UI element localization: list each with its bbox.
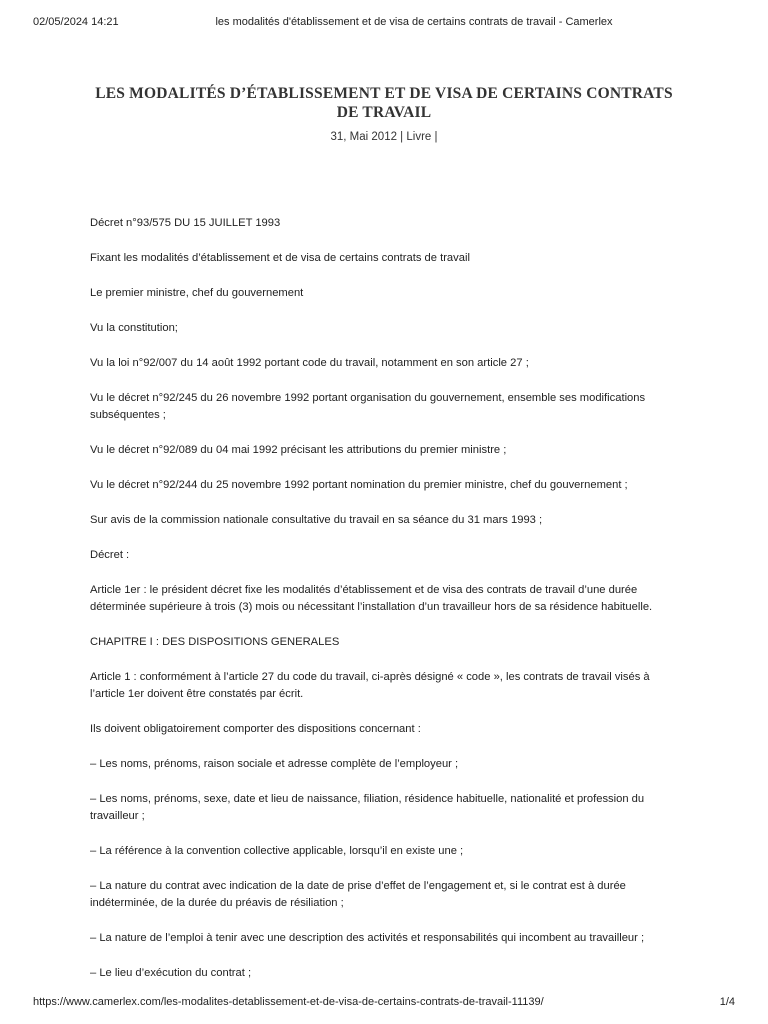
paragraph-commission-opinion: Sur avis de la commission nationale consultative du travail en sa séance du 31 mars 1993 ; — [90, 514, 543, 526]
paragraph-visa-decree-245: Vu le décret n°92/245 du 26 novembre 1992 portant organisation du gouvernement, ensemble ses modifications subséquentes ; — [90, 392, 646, 421]
list-item-job-nature: – La nature de l’emploi à tenir avec une description des activités et responsabilités qui incombent au travailleur ; — [90, 932, 645, 944]
document-meta: 31, Mai 2012 | Livre | — [330, 131, 438, 143]
print-page-title: les modalités d'établissement et de visa de certains contrats de travail - Camerlex — [215, 16, 613, 28]
page-indicator: 1/4 — [719, 996, 735, 1008]
paragraph-decree: Décret : — [90, 549, 130, 561]
print-datetime: 02/05/2024 14:21 — [33, 16, 119, 28]
print-footer — [33, 996, 735, 1010]
paragraph-visa-decree-244: Vu le décret n°92/244 du 25 novembre 1992 portant nomination du premier ministre, chef du gouvernement ; — [90, 479, 628, 491]
paragraph-article-1er: Article 1er : le président décret fixe les modalités d’établissement et de visa des contrats de travail d’une durée déterminée supérieure à trois (3) mois ou nécessitant l’installation d’un travailleur hors de sa résidence habituelle. — [90, 584, 653, 613]
paragraph-issuer: Le premier ministre, chef du gouvernement — [90, 287, 304, 299]
paragraph-visa-decree-089: Vu le décret n°92/089 du 04 mai 1992 précisant les attributions du premier ministre ; — [90, 444, 507, 456]
page-url: https://www.camerlex.com/les-modalites-detablissement-et-de-visa-de-certains-contrats-de-travail-11139/ — [33, 996, 544, 1008]
list-item-convention: – La référence à la convention collective applicable, lorsqu’il en existe une ; — [90, 845, 464, 857]
paragraph-visa-law: Vu la loi n°92/007 du 14 août 1992 portant code du travail, notamment en son article 27 ; — [90, 357, 529, 369]
paragraph-decree-number: Décret n°93/575 DU 15 JUILLET 1993 — [90, 217, 281, 229]
list-item-contract-nature: – La nature du contrat avec indication de la date de prise d’effet de l’engagement et, si le contrat est à durée indéterminée, de la durée du préavis de résiliation ; — [90, 880, 626, 909]
paragraph-visa-constitution: Vu la constitution; — [90, 322, 178, 334]
document-body — [90, 215, 660, 1000]
print-header — [33, 16, 735, 30]
chapter-heading: CHAPITRE I : DES DISPOSITIONS GENERALES — [90, 636, 340, 648]
paragraph-article-1: Article 1 : conformément à l’article 27 du code du travail, ci-après désigné « code », les contrats de travail visés à l’article 1er doivent être constatés par écrit. — [90, 671, 650, 700]
document-title: LES MODALITÉS D’ÉTABLISSEMENT ET DE VISA DE CERTAINS CONTRATS DE TRAVAIL — [95, 85, 673, 121]
list-item-employer: – Les noms, prénoms, raison sociale et adresse complète de l’employeur ; — [90, 758, 459, 770]
paragraph-mandatory-provisions: Ils doivent obligatoirement comporter des dispositions concernant : — [90, 723, 421, 735]
list-item-worker: – Les noms, prénoms, sexe, date et lieu de naissance, filiation, résidence habituelle, nationalité et profession du travailleur ; — [90, 793, 645, 822]
list-item-work-location: – Le lieu d’exécution du contrat ; — [90, 967, 252, 979]
paragraph-subject: Fixant les modalités d’établissement et de visa de certains contrats de travail — [90, 252, 470, 264]
